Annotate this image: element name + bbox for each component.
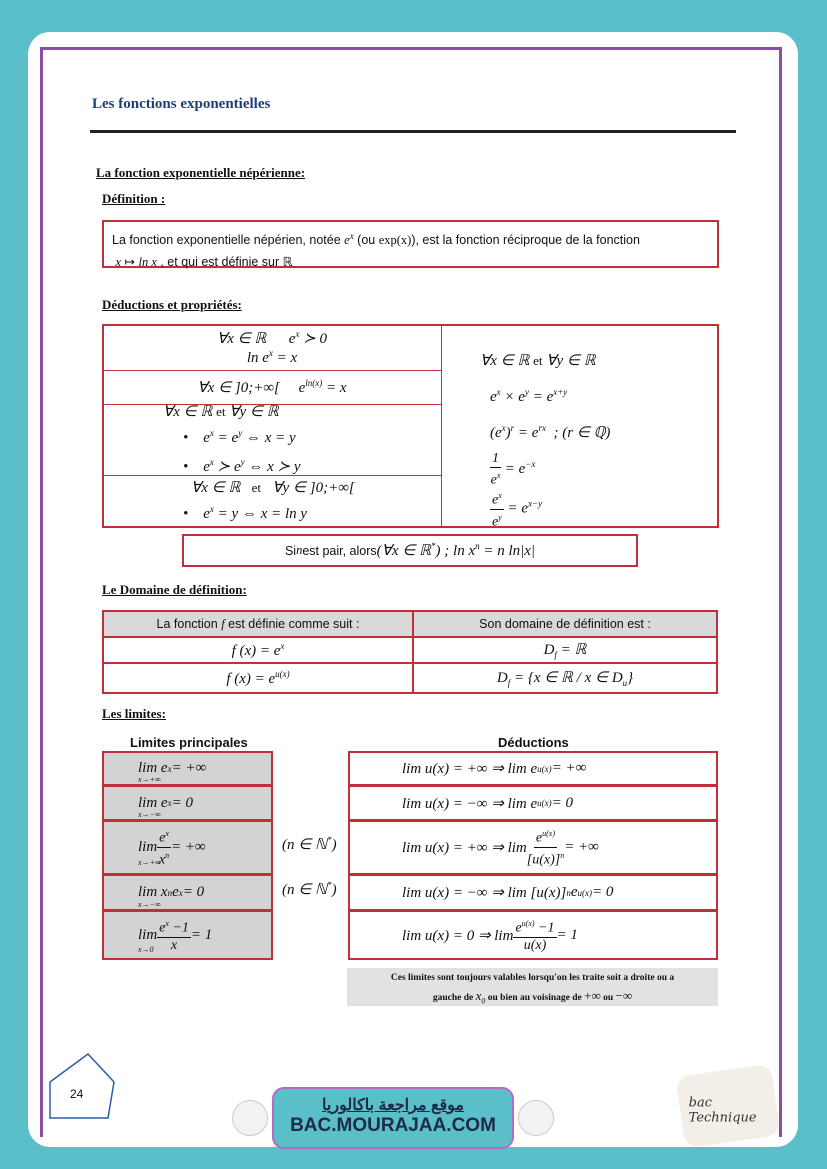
property-cell-2: ∀x ∈ ]0;+∞[ $e^{ln(x)} = x$ xyxy=(102,370,442,405)
definition-text: La fonction exponentielle népérien, notée $e^x$ (ou exp(x)), est la fonction réciproque de la fonction x ↦ ln x , et qui est définie sur ℝ xyxy=(112,231,640,270)
properties-right-column: ∀x ∈ ℝ et ∀y ∈ ℝ $e^x \times e^y = e^{x+y}$ $(e^x)^r = e^{rx}$ ; (r ∈ ℚ) $\frac{1}{e^x}$ = $e^{-x}$ $\frac{e^x}{e^y}$ = $e^{x-y}$ xyxy=(480,353,611,530)
limits-heading: Les limites: xyxy=(102,706,166,721)
limit-main-1: lim e x = +∞ x→+∞ xyxy=(102,751,273,786)
limits-col-main: Limites principales xyxy=(130,735,248,750)
limit-main-5: lim $\frac{e^x -1}{x}$ = 1 x→0 xyxy=(102,910,273,960)
page-number: 24 xyxy=(70,1087,84,1101)
definition-label: Définition : xyxy=(102,191,166,206)
left-logo-icon xyxy=(232,1100,268,1136)
condition-n-2: (n ∈ ℕ*) xyxy=(282,880,337,898)
arabic-site-label: موقع مراجعة باكالوريا xyxy=(322,1097,464,1114)
right-logo-icon xyxy=(518,1100,554,1136)
domain-row2-function: f $(x) = e^{u(x)}$ xyxy=(103,663,413,693)
domain-heading: Le Domaine de définition: xyxy=(102,582,247,597)
brand-badge: bac Technique xyxy=(675,1064,780,1149)
domain-row1-function: f $(x) = e^x$ xyxy=(103,637,413,663)
limit-deduction-3: lim u(x) = +∞ ⇒ lim $\frac{e^{u(x)}}{[u(x)]^n}$ = +∞ xyxy=(348,820,718,875)
domain-row2-domain: $D_f = \{x$ ∈ ℝ / x ∈ $D_u$} xyxy=(413,663,717,693)
parity-box: Si n est pair, alors (∀x ∈ ℝ*) ; $\ln x^n = n$ ln|x| xyxy=(182,534,638,567)
site-banner[interactable] xyxy=(272,1087,514,1149)
section-heading-exponential: La fonction exponentielle népérienne: xyxy=(96,165,306,180)
limit-deduction-4: lim u(x) = −∞ ⇒ lim [u(x)] n e u(x) = 0 xyxy=(348,874,718,911)
limit-main-3: lim $\frac{e^x}{x^n}$ = +∞ x→+∞ xyxy=(102,820,273,875)
domain-table xyxy=(102,610,718,694)
domain-col-function: La fonction f est définie comme suit : xyxy=(103,611,413,637)
limit-main-2: lim e x = 0 x→−∞ xyxy=(102,785,273,821)
property-cell-1: ∀x ∈ ℝ $e^x$ ≻ 0 $\ln e^x = x$ xyxy=(102,324,442,371)
limit-deduction-2: lim u(x) = −∞ ⇒ lim e u(x) = 0 xyxy=(348,785,718,821)
domain-row1-domain: $D_f$ = ℝ xyxy=(413,637,717,663)
domain-col-domain: Son domaine de définition est : xyxy=(413,611,717,637)
limits-note: Ces limites sont toujours valables lorsqu'on les traite soit a droite ou a gauche de $x_0$ ou bien au voisinage de +∞ ou −∞ xyxy=(347,968,718,1006)
site-url[interactable]: BAC.MOURAJAA.COM xyxy=(290,1115,496,1136)
limit-main-4: lim x n e x = 0 x→−∞ xyxy=(102,874,273,911)
page-title: Les fonctions exponentielles xyxy=(92,96,271,112)
page-number-badge xyxy=(46,1052,116,1122)
limit-deduction-5: lim u(x) = 0 ⇒ lim $\frac{e^{u(x)} -1}{u(x)}$ = 1 xyxy=(348,910,718,960)
limits-col-deductions: Déductions xyxy=(498,735,569,750)
limit-deduction-1: lim u(x) = +∞ ⇒ lim e u(x) = +∞ xyxy=(348,751,718,786)
deductions-heading: Déductions et propriétés: xyxy=(102,297,242,312)
condition-n-1: (n ∈ ℕ*) xyxy=(282,835,337,853)
property-cell-4: ∀x ∈ ℝ et ∀y ∈ ]0;+∞[ • $e^x = y$ ⇔ x = ln y xyxy=(102,475,442,528)
definition-box xyxy=(102,220,719,268)
title-rule xyxy=(90,130,736,133)
property-cell-3: ∀x ∈ ℝ et ∀y ∈ ℝ • $e^x = e^y$ ⇔ x = y • $e^x$ ≻ $e^y$ ⇔ x ≻ y xyxy=(102,404,442,476)
